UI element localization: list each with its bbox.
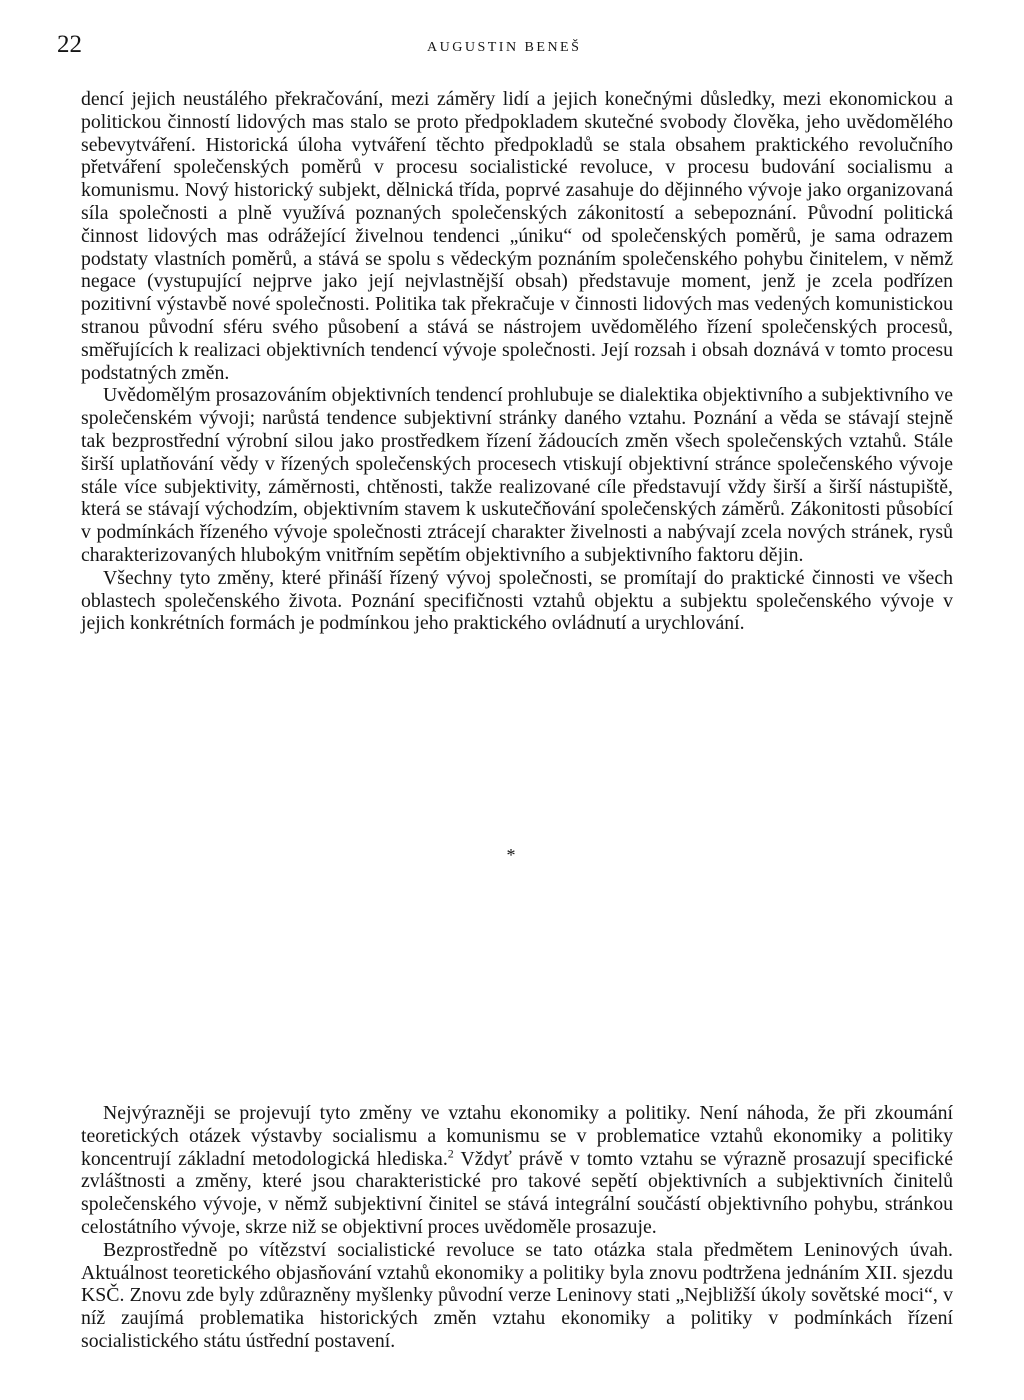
running-header: [57, 30, 967, 66]
body-text-section-two: [81, 1102, 953, 1353]
paragraph: Všechny tyto změny, které přináší řízený vývoj společnosti, se promítají do praktické činnosti ve všech oblastech společenského života. Poznání specifičnosti vztahů objektu a subjektu společenského vývoje v jejich konkrétních formách je podmínkou jeho praktického ovládnutí a urychlování.: [81, 566, 953, 635]
page-number: 22: [57, 31, 82, 58]
body-text-section-one: [81, 88, 953, 635]
paragraph: Uvědomělým prosazováním objektivních tendencí prohlubuje se dialektika objektivního a subjektivního ve společenském vývoji; narůstá tendence subjektivní stránky daného vztahu. Poznání a věda se stávají stejně tak bezprostřední výrobní silou jako prostředkem řízení žádoucích změn všech společenských vztahů. Stále širší uplatňování vědy v řízených společenských procesech vtiskují objektivní stránce společenského vývoje stále více subjektivity, záměrnosti, chtěnosti, takže realizované cíle představují vždy širší a širší nástupiště, která se stávají východzím, objektivním stavem k uskutečňování společenských záměrů. Zákonitosti působící v podmínkách řízeného vývoje společnosti ztrácejí charakter živelnosti a nabývají zcela nových stránek, rysů charakterizovaných hlubokým vnitřním sepětím objektivního a subjektivního faktoru dějin.: [81, 384, 953, 566]
paragraph-continued: dencí jejich neustálého překračování, mezi záměry lidí a jejich konečnými důsledky, mezi ekonomickou a politickou činností lidových mas stalo se proto předpokladem skutečné svobody člověka, jeho uvědomělého sebevytváření. Historická úloha vytváření těchto předpokladů se stala obsahem praktického revolučního přetváření společenských poměrů v procesu socialistické revoluce, v procesu budování socialismu a komunismu. Nový historický subjekt, dělnická třída, poprvé zasahuje do dějinného vývoje jako organizovaná síla společnosti a plně využívá poznaných společenských zákonitostí a sebepoznání. Původní politická činnost lidových mas odrážející živelnou tendenci „úniku“ od společenských poměrů, je sama odrazem podstaty vlastních poměrů, a stává se spolu s vědeckým poznáním společenského pohybu činitelem, v němž negace (vystupující nejprve jako její nejvlastnější obsah) představuje moment, jenž je zcela podřízen pozitivní výstavbě nové společnosti. Politika tak překračuje v činnosti lidových mas vedených komunistickou stranou původní sféru svého působení a stává se nástrojem uvědomělého řízení společenských procesů, směřujících k realizaci objektivních tendencí vývoje společnosti. Její rozsah i obsah doznává v tomto procesu podstatných změn.: [81, 88, 953, 384]
footnote-reference[interactable]: 2: [447, 1146, 454, 1160]
paragraph-with-footnote: [81, 1102, 953, 1239]
section-separator-asterisk: *: [506, 845, 516, 865]
paragraph-text-before-footnote: Nejvýrazněji se projevují tyto změny ve vztahu ekonomiky a politiky. Není náhoda, že při zkoumání teoretických otázek výstavby socialismu a komunismu se v problematice vztahů ekonomiky a politiky koncentrují základní metodologická hlediska.: [81, 1102, 953, 1170]
running-title: AUGUSTIN BENEŠ: [427, 40, 582, 55]
paragraph: Bezprostředně po vítězství socialistické revoluce se tato otázka stala předmětem Leninových úvah. Aktuálnost teoretického objasňování vztahů ekonomiky a politiky byla znovu podtržena jednáním XII. sjezdu KSČ. Znovu zde byly zdůrazněny myšlenky původní verze Leninovy stati „Nejbližší úkoly sovětské moci“, v níž zaujímá problematika historických změn vztahu ekonomiky a politiky v podmínkách řízení socialistického státu ústřední postavení.: [81, 1238, 953, 1352]
paragraph-text-after-footnote: Vždyť právě v tomto vztahu se výrazně prosazují specifické zvláštnosti a změny, které jsou charakteristické pro takové sepětí objektivních a subjektivních činitelů společenského vývoje, v němž subjektivní činitel se stává integrální součástí objektivního pohybu, stránkou celostátního vývoje, skrze niž se objektivní proces uvědoměle prosazuje.: [81, 1147, 953, 1238]
